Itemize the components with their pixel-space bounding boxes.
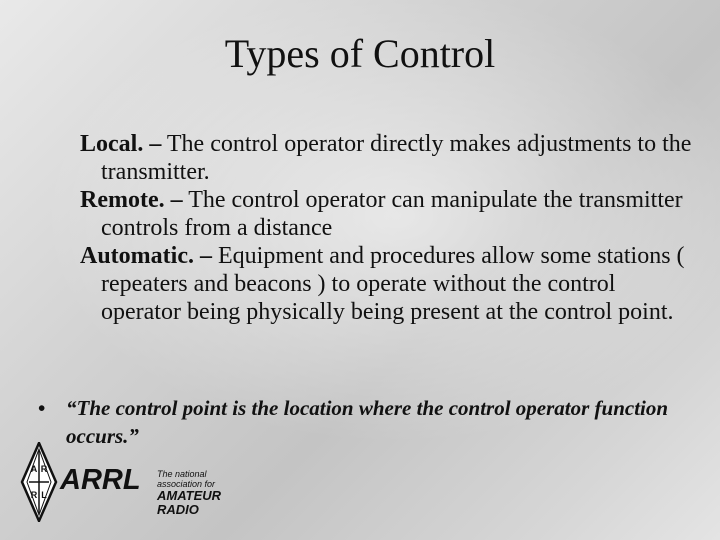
- arrl-tagline-line1: The national association for: [157, 469, 216, 489]
- list-item-remote: [80, 186, 700, 242]
- slide-title: Types of Control: [224, 31, 496, 76]
- diamond-letter-a: A: [30, 464, 38, 474]
- diamond-letter-l: L: [41, 490, 47, 500]
- arrl-tagline-line2: AMATEUR RADIO: [157, 488, 222, 517]
- definition-remote: The control operator can manipulate the transmitter controls from a distance: [101, 187, 683, 241]
- term-local: Local. –: [80, 131, 162, 157]
- definition-automatic: Equipment and procedures allow some stations ( repeaters and beacons ) to operate without the control operator being physically being present at the control point.: [101, 243, 685, 325]
- list-item-automatic: [80, 242, 700, 326]
- definition-local: The control operator directly makes adjustments to the transmitter.: [101, 131, 692, 185]
- list-item-local: [80, 130, 700, 186]
- control-types-list: [80, 130, 700, 326]
- arrl-logo: [20, 442, 250, 522]
- term-remote: Remote. –: [80, 187, 183, 213]
- bullet-icon: •: [38, 396, 46, 420]
- arrl-tagline: [157, 469, 250, 517]
- arrl-diamond-logo-icon: [20, 442, 58, 522]
- diamond-letter-r2: R: [30, 490, 38, 500]
- diamond-letter-r1: R: [40, 464, 48, 474]
- quote-text: “The control point is the location where the control operator function occurs.”: [66, 396, 669, 448]
- term-automatic: Automatic. –: [80, 243, 212, 269]
- arrl-wordmark: ARRL: [60, 464, 141, 496]
